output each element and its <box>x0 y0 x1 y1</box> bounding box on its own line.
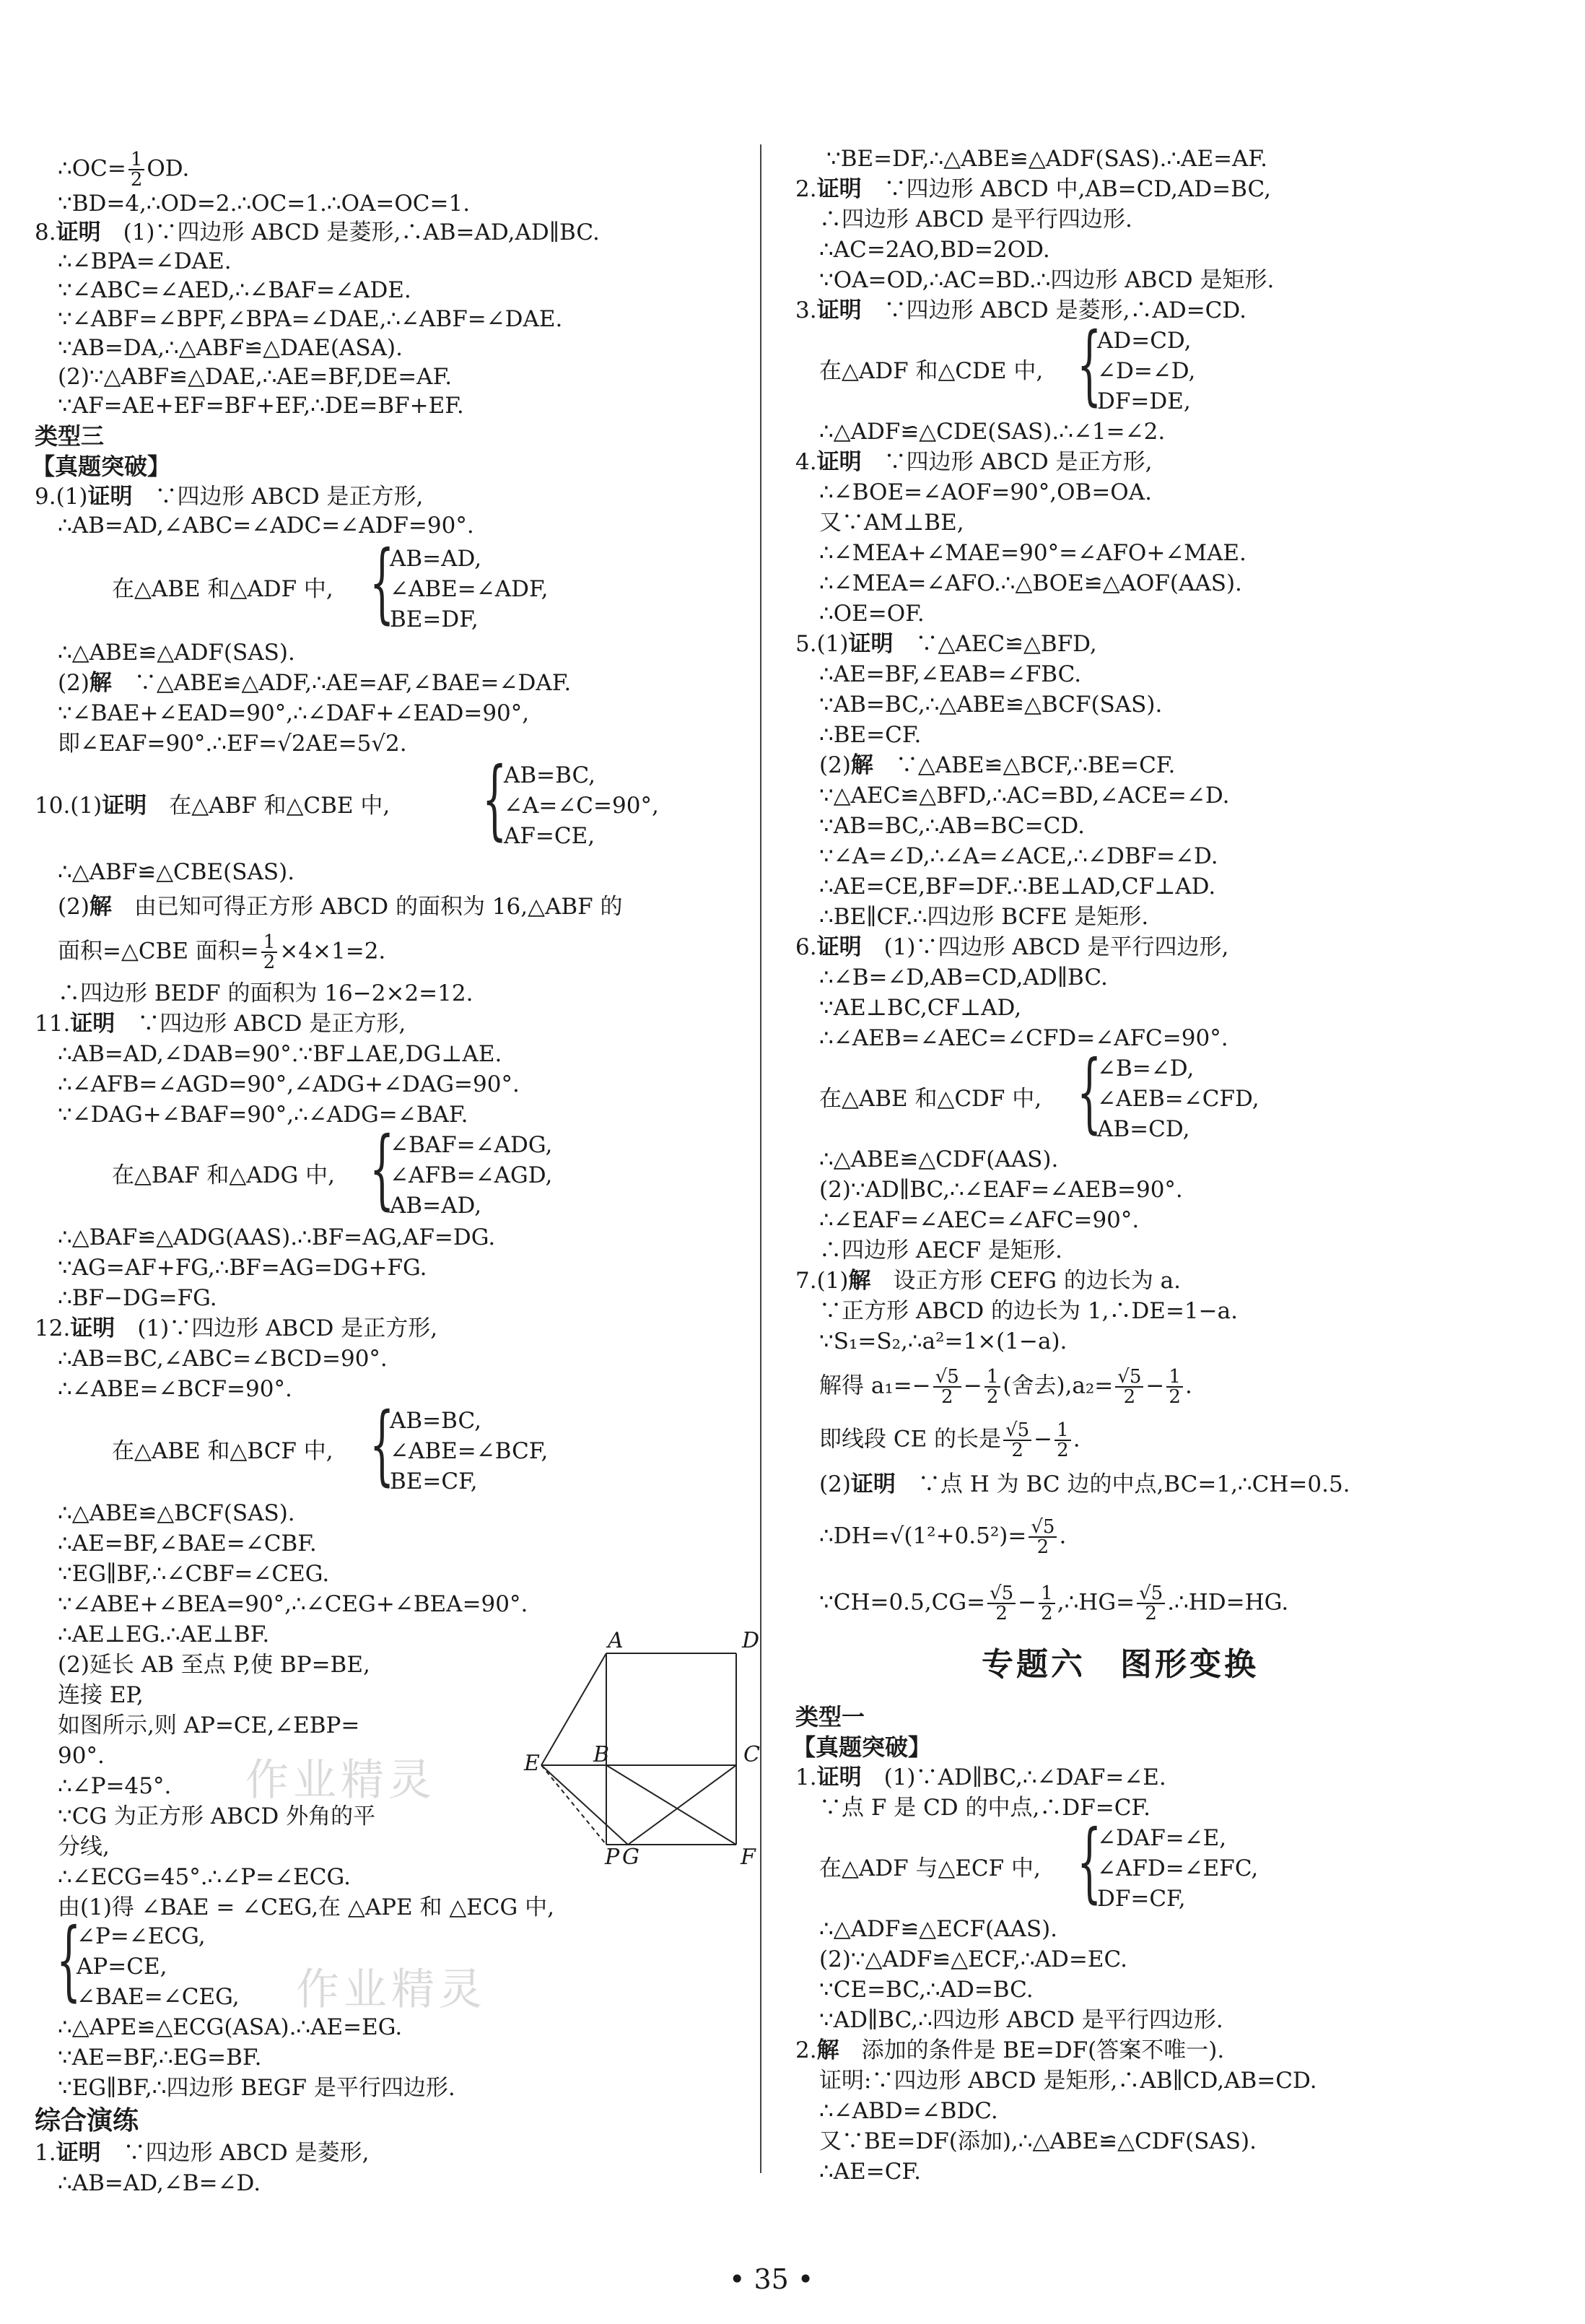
fraction: $\frac{√5}{2}$ <box>933 1367 961 1406</box>
section-heading: 类型一 <box>795 1703 865 1731</box>
brace-symbol: { <box>1077 1812 1102 1912</box>
point-label-d: D <box>742 1628 760 1653</box>
text-line: 8.证明 (1)∵四边形 ABCD 是菱形,∴AB=AD,AD∥BC. <box>35 219 600 245</box>
text-line: ∴∠MEA+∠MAE=90°=∠AFO+∠MAE. <box>819 540 1246 566</box>
system-line: AF=CE, <box>504 823 595 849</box>
system-line: AD=CD, <box>1097 328 1192 354</box>
text-line: ∵∠ABC=∠AED,∴∠BAF=∠ADE. <box>58 277 411 303</box>
fraction: $\frac{1}{2}$ <box>1166 1367 1183 1406</box>
text-line: ∵CH=0.5,CG= $\frac{√5}{2}$ − $\frac{1}{2}$ ,∴HG= $\frac{√5}{2}$ .∴HD=HG. <box>819 1583 1289 1624</box>
text-line: 90°. <box>58 1743 105 1769</box>
fraction: $\frac{√5}{2}$ <box>987 1584 1016 1623</box>
text-line: ∴AE=BF,∠BAE=∠CBF. <box>58 1531 317 1557</box>
text-line: ∴AB=AD,∠ABC=∠ADC=∠ADF=90°. <box>58 513 474 539</box>
system-line: AP=CE, <box>77 1954 167 1980</box>
system-line: ∠ABE=∠BCF, <box>390 1438 549 1464</box>
brace-symbol: { <box>482 749 507 850</box>
system-line: ∠DAF=∠E, <box>1097 1825 1227 1851</box>
text-line: ∵∠ABE+∠BEA=90°,∴∠CEG+∠BEA=90°. <box>58 1591 528 1617</box>
text-line: ∴四边形 ABCD 是平行四边形. <box>819 206 1132 232</box>
text-line: 在△BAF 和△ADG 中, <box>112 1162 335 1188</box>
system-line: ∠BAE=∠CEG, <box>77 1984 240 2010</box>
fraction: $\frac{1}{2}$ <box>984 1367 1001 1406</box>
fraction: $\frac{√5}{2}$ <box>1003 1421 1031 1460</box>
text-line: ∴四边形 BEDF 的面积为 16−2×2=12. <box>58 980 473 1006</box>
text-line: ∵CG 为正方形 ABCD 外角的平 <box>58 1803 376 1829</box>
text-line: (2)证明 ∵点 H 为 BC 边的中点,BC=1,∴CH=0.5. <box>819 1471 1350 1497</box>
system-line: ∠B=∠D, <box>1097 1056 1195 1082</box>
text-line: ∵AB=BC,∴AB=BC=CD. <box>819 813 1085 839</box>
watermark: 作业精灵 <box>296 1964 486 2015</box>
text-line: 如图所示,则 AP=CE,∠EBP= <box>58 1712 360 1738</box>
text-line: 在△ADF 与△ECF 中, <box>819 1855 1041 1881</box>
text-line: ∵CE=BC,∴AD=BC. <box>819 1977 1034 2003</box>
text-line: (2)解 ∵△ABE≌△ADF,∴AE=AF,∠BAE=∠DAF. <box>58 670 572 696</box>
text-line: ∴△ADF≌△CDE(SAS).∴∠1=∠2. <box>819 419 1166 445</box>
text-line: ∴BF−DG=FG. <box>58 1285 217 1311</box>
text-line: 10.(1)证明 在△ABF 和△CBE 中, <box>35 793 390 819</box>
text-line: 7.(1)解 设正方形 CEFG 的边长为 a. <box>795 1268 1182 1294</box>
text-line: 即线段 CE 的长是 $\frac{√5}{2}$ − $\frac{1}{2}$ . <box>819 1419 1080 1461</box>
text-line: 分线, <box>58 1834 110 1860</box>
brace-symbol: { <box>1077 1043 1102 1143</box>
chapter-title: 专题六 图形变换 <box>982 1646 1259 1683</box>
text-line: ∴∠AFB=∠AGD=90°,∠ADG+∠DAG=90°. <box>58 1071 520 1097</box>
text-line: ∵△AEC≌△BFD,∴AC=BD,∠ACE=∠D. <box>819 783 1230 809</box>
text-line: ∴AE⊥EG.∴AE⊥BF. <box>58 1622 270 1648</box>
text-line: ∴∠BPA=∠DAE. <box>58 248 232 274</box>
text-line: ∵AG=AF+FG,∴BF=AG=DG+FG. <box>58 1255 427 1281</box>
text-line: ∵BE=DF,∴△ABE≌△ADF(SAS).∴AE=AF. <box>826 146 1267 172</box>
fraction: $\frac{1}{2}$ <box>1039 1584 1055 1623</box>
text-line: ∵点 F 是 CD 的中点,∴DF=CF. <box>819 1795 1150 1821</box>
text-line: ∴△APE≌△ECG(ASA).∴AE=EG. <box>58 2014 403 2040</box>
system-line: DF=DE, <box>1097 388 1191 414</box>
brace-symbol: { <box>56 1910 82 2011</box>
system-line: DF=CF, <box>1097 1886 1186 1912</box>
text-line: ∴OE=OF. <box>819 601 925 627</box>
system-line: AB=BC, <box>390 1408 481 1434</box>
point-label-b: B <box>593 1742 610 1767</box>
text-line: ∴∠ABE=∠BCF=90°. <box>58 1376 292 1402</box>
text-line: ∴AB=AD,∠B=∠D. <box>58 2170 261 2196</box>
text-line: ∵AE=BF,∴EG=BF. <box>58 2045 262 2071</box>
text-line: 2.证明 ∵四边形 ABCD 中,AB=CD,AD=BC, <box>795 176 1271 202</box>
text-line: 面积=△CBE 面积= $\frac{1}{2}$ ×4×1=2. <box>58 931 386 973</box>
text-line: ∴∠P=45°. <box>58 1773 172 1799</box>
text-line: 1.证明 (1)∵AD∥BC,∴∠DAF=∠E. <box>795 1764 1166 1790</box>
point-label-f: F <box>741 1845 756 1870</box>
brace-symbol: { <box>370 1395 395 1495</box>
text-line: (2)解 ∵△ABE≌△BCF,∴BE=CF. <box>819 752 1176 778</box>
text-line: ∵EG∥BF,∴四边形 BEGF 是平行四边形. <box>58 2075 455 2101</box>
segment-bf <box>606 1765 736 1845</box>
text-line: ∵正方形 ABCD 的边长为 1,∴DE=1−a. <box>819 1298 1238 1324</box>
text-line: ∴∠ABD=∠BDC. <box>819 2098 998 2124</box>
text-line: 证明:∵四边形 ABCD 是矩形,∴AB∥CD,AB=CD. <box>819 2068 1317 2094</box>
point-label-e: E <box>524 1751 540 1776</box>
text-line: 11.证明 ∵四边形 ABCD 是正方形, <box>35 1011 406 1037</box>
text-line: ∴△ADF≌△ECF(AAS). <box>819 1916 1058 1942</box>
brace-symbol: { <box>370 533 395 633</box>
system-line: ∠AEB=∠CFD, <box>1097 1086 1259 1112</box>
system-line: ∠ABE=∠ADF, <box>390 576 549 602</box>
text-line: ∵∠BAE+∠EAD=90°,∴∠DAF+∠EAD=90°, <box>58 700 530 726</box>
text-line: ∴BE=CF. <box>819 722 922 748</box>
text-line: ∴AB=BC,∠ABC=∠BCD=90°. <box>58 1346 388 1372</box>
text-line: (2)延长 AB 至点 P,使 BP=BE, <box>58 1652 370 1678</box>
text-line: ∵EG∥BF,∴∠CBF=∠CEG. <box>58 1561 330 1587</box>
geometry-figure <box>520 1628 760 1870</box>
text-line: ∵AE⊥BC,CF⊥AD, <box>819 995 1022 1021</box>
text-line: ∴OC= $\frac{1}{2}$ OD. <box>58 149 190 191</box>
fraction: $\frac{1}{2}$ <box>1055 1421 1071 1460</box>
text-line: ∴△BAF≌△ADG(AAS).∴BF=AG,AF=DG. <box>58 1224 496 1250</box>
text-line: ∴∠AEB=∠AEC=∠CFD=∠AFC=90°. <box>819 1025 1228 1051</box>
text-line: (2)∵AD∥BC,∴∠EAF=∠AEB=90°. <box>819 1177 1183 1203</box>
fraction: $\frac{1}{2}$ <box>128 150 145 189</box>
system-line: AB=AD, <box>390 1193 482 1219</box>
text-line: 即∠EAF=90°.∴EF=√2AE=5√2. <box>58 731 407 757</box>
segment-ep <box>541 1765 606 1845</box>
text-line: 解得 a₁=− $\frac{√5}{2}$ − $\frac{1}{2}$ (舍去),a₂= $\frac{√5}{2}$ − $\frac{1}{2}$ . <box>819 1366 1192 1408</box>
section-heading: 【真题突破】 <box>32 453 171 480</box>
text-line: 5.(1)证明 ∵△AEC≌△BFD, <box>795 631 1097 657</box>
text-line: ∴DH=√(1²+0.5²)= $\frac{√5}{2}$ . <box>819 1516 1067 1558</box>
text-line: ∴AE=BF,∠EAB=∠FBC. <box>819 661 1082 687</box>
text-line: 12.证明 (1)∵四边形 ABCD 是正方形, <box>35 1315 438 1341</box>
segment-eg <box>541 1765 628 1845</box>
column-divider <box>760 144 761 2173</box>
text-line: ∵∠ABF=∠BPF,∠BPA=∠DAE,∴∠ABF=∠DAE. <box>58 306 563 332</box>
system-line: ∠D=∠D, <box>1097 358 1196 384</box>
text-line: ∴∠EAF=∠AEC=∠AFC=90°. <box>819 1207 1140 1233</box>
system-line: AB=AD, <box>390 546 482 572</box>
text-line: ∴△ABF≌△CBE(SAS). <box>58 859 295 885</box>
system-line: ∠BAF=∠ADG, <box>390 1132 553 1158</box>
watermark: 作业精灵 <box>245 1755 436 1806</box>
text-line: ∴△ABE≌△ADF(SAS). <box>58 640 295 666</box>
text-line: 在△ABE 和△BCF 中, <box>112 1438 333 1464</box>
text-line: (2)∵△ABF≌△DAE,∴AE=BF,DE=AF. <box>58 364 453 390</box>
text-line: ∵BD=4,∴OD=2.∴OC=1.∴OA=OC=1. <box>58 191 471 217</box>
section-heading: 综合演练 <box>35 2106 139 2136</box>
text-line: ∵∠DAG+∠BAF=90°,∴∠ADG=∠BAF. <box>58 1102 468 1128</box>
text-line: 在△ABE 和△ADF 中, <box>112 576 333 602</box>
text-line: 6.证明 (1)∵四边形 ABCD 是平行四边形, <box>795 934 1229 960</box>
text-line: ∴四边形 AECF 是矩形. <box>819 1237 1062 1263</box>
fraction: $\frac{√5}{2}$ <box>1137 1584 1165 1623</box>
text-line: (2)∵△ADF≌△ECF,∴AD=EC. <box>819 1946 1127 1972</box>
system-line: ∠AFB=∠AGD, <box>390 1162 553 1188</box>
text-line: 9.(1)证明 ∵四边形 ABCD 是正方形, <box>35 484 424 510</box>
system-line: AB=CD, <box>1097 1116 1190 1142</box>
text-line: ∴AB=AD,∠DAB=90°.∵BF⊥AE,DG⊥AE. <box>58 1041 502 1067</box>
system-line: BE=DF, <box>390 606 479 632</box>
text-line: ∵AD∥BC,∴四边形 ABCD 是平行四边形. <box>819 2007 1223 2033</box>
text-line: ∴△ABE≌△BCF(SAS). <box>58 1500 295 1526</box>
text-line: 在△ADF 和△CDE 中, <box>819 358 1044 384</box>
text-line: ∴△ABE≌△CDF(AAS). <box>819 1146 1059 1172</box>
text-line: 由(1)得 ∠BAE = ∠CEG,在 △APE 和 △ECG 中, <box>58 1894 554 1920</box>
page-number: • 35 • <box>729 2263 814 2295</box>
section-heading: 类型三 <box>35 422 105 450</box>
system-line: ∠AFD=∠EFC, <box>1097 1855 1259 1881</box>
text-line: 1.证明 ∵四边形 ABCD 是菱形, <box>35 2140 370 2166</box>
text-line: 又∵AM⊥BE, <box>819 510 964 536</box>
brace-symbol: { <box>370 1119 395 1219</box>
text-line: ∴AC=2AO,BD=2OD. <box>819 237 1050 263</box>
text-line: ∴∠ECG=45°.∴∠P=∠ECG. <box>58 1864 351 1890</box>
point-label-a: A <box>608 1628 624 1653</box>
text-line: ∴BE∥CF.∴四边形 BCFE 是矩形. <box>819 904 1149 930</box>
point-label-c: C <box>743 1742 760 1767</box>
text-line: ∴∠BOE=∠AOF=90°,OB=OA. <box>819 479 1152 505</box>
segment-cg <box>628 1765 736 1845</box>
system-line: ∠P=∠ECG, <box>77 1923 206 1949</box>
text-line: ∴∠B=∠D,AB=CD,AD∥BC. <box>819 965 1108 991</box>
section-heading: 【真题突破】 <box>792 1733 932 1761</box>
point-label-g: G <box>622 1845 639 1870</box>
text-line: 4.证明 ∵四边形 ABCD 是正方形, <box>795 449 1153 475</box>
text-line: ∵∠A=∠D,∴∠A=∠ACE,∴∠DBF=∠D. <box>819 843 1218 869</box>
text-line: ∴AE=CF. <box>819 2159 921 2185</box>
text-line: 2.解 添加的条件是 BE=DF(答案不唯一). <box>795 2037 1225 2063</box>
text-line: ∴∠MEA=∠AFO.∴△BOE≌△AOF(AAS). <box>819 570 1242 596</box>
text-line: ∵AF=AE+EF=BF+EF,∴DE=BF+EF. <box>58 393 464 419</box>
system-line: ∠A=∠C=90°, <box>504 793 659 819</box>
text-line: 在△ABE 和△CDF 中, <box>819 1086 1042 1112</box>
text-line: ∵AB=BC,∴△ABE≌△BCF(SAS). <box>819 692 1163 718</box>
text-line: ∴AE=CE,BF=DF.∴BE⊥AD,CF⊥AD. <box>819 874 1216 900</box>
text-line: 连接 EP, <box>58 1682 144 1708</box>
text-line: ∵AB=DA,∴△ABF≌△DAE(ASA). <box>58 335 403 361</box>
point-label-p: P <box>605 1845 620 1870</box>
system-line: AB=BC, <box>504 762 595 788</box>
fraction: $\frac{√5}{2}$ <box>1115 1367 1143 1406</box>
fraction: $\frac{√5}{2}$ <box>1029 1518 1057 1557</box>
text-line: 又∵BE=DF(添加),∴△ABE≌△CDF(SAS). <box>819 2128 1257 2154</box>
system-line: BE=CF, <box>390 1468 478 1494</box>
text-line: ∵OA=OD,∴AC=BD.∴四边形 ABCD 是矩形. <box>819 267 1275 293</box>
fraction: $\frac{1}{2}$ <box>261 933 278 972</box>
text-line: ∵S₁=S₂,∴a²=1×(1−a). <box>819 1328 1067 1354</box>
text-line: 3.证明 ∵四边形 ABCD 是菱形,∴AD=CD. <box>795 297 1246 323</box>
text-line: (2)解 由已知可得正方形 ABCD 的面积为 16,△ABF 的 <box>58 894 623 920</box>
brace-symbol: { <box>1077 315 1102 415</box>
